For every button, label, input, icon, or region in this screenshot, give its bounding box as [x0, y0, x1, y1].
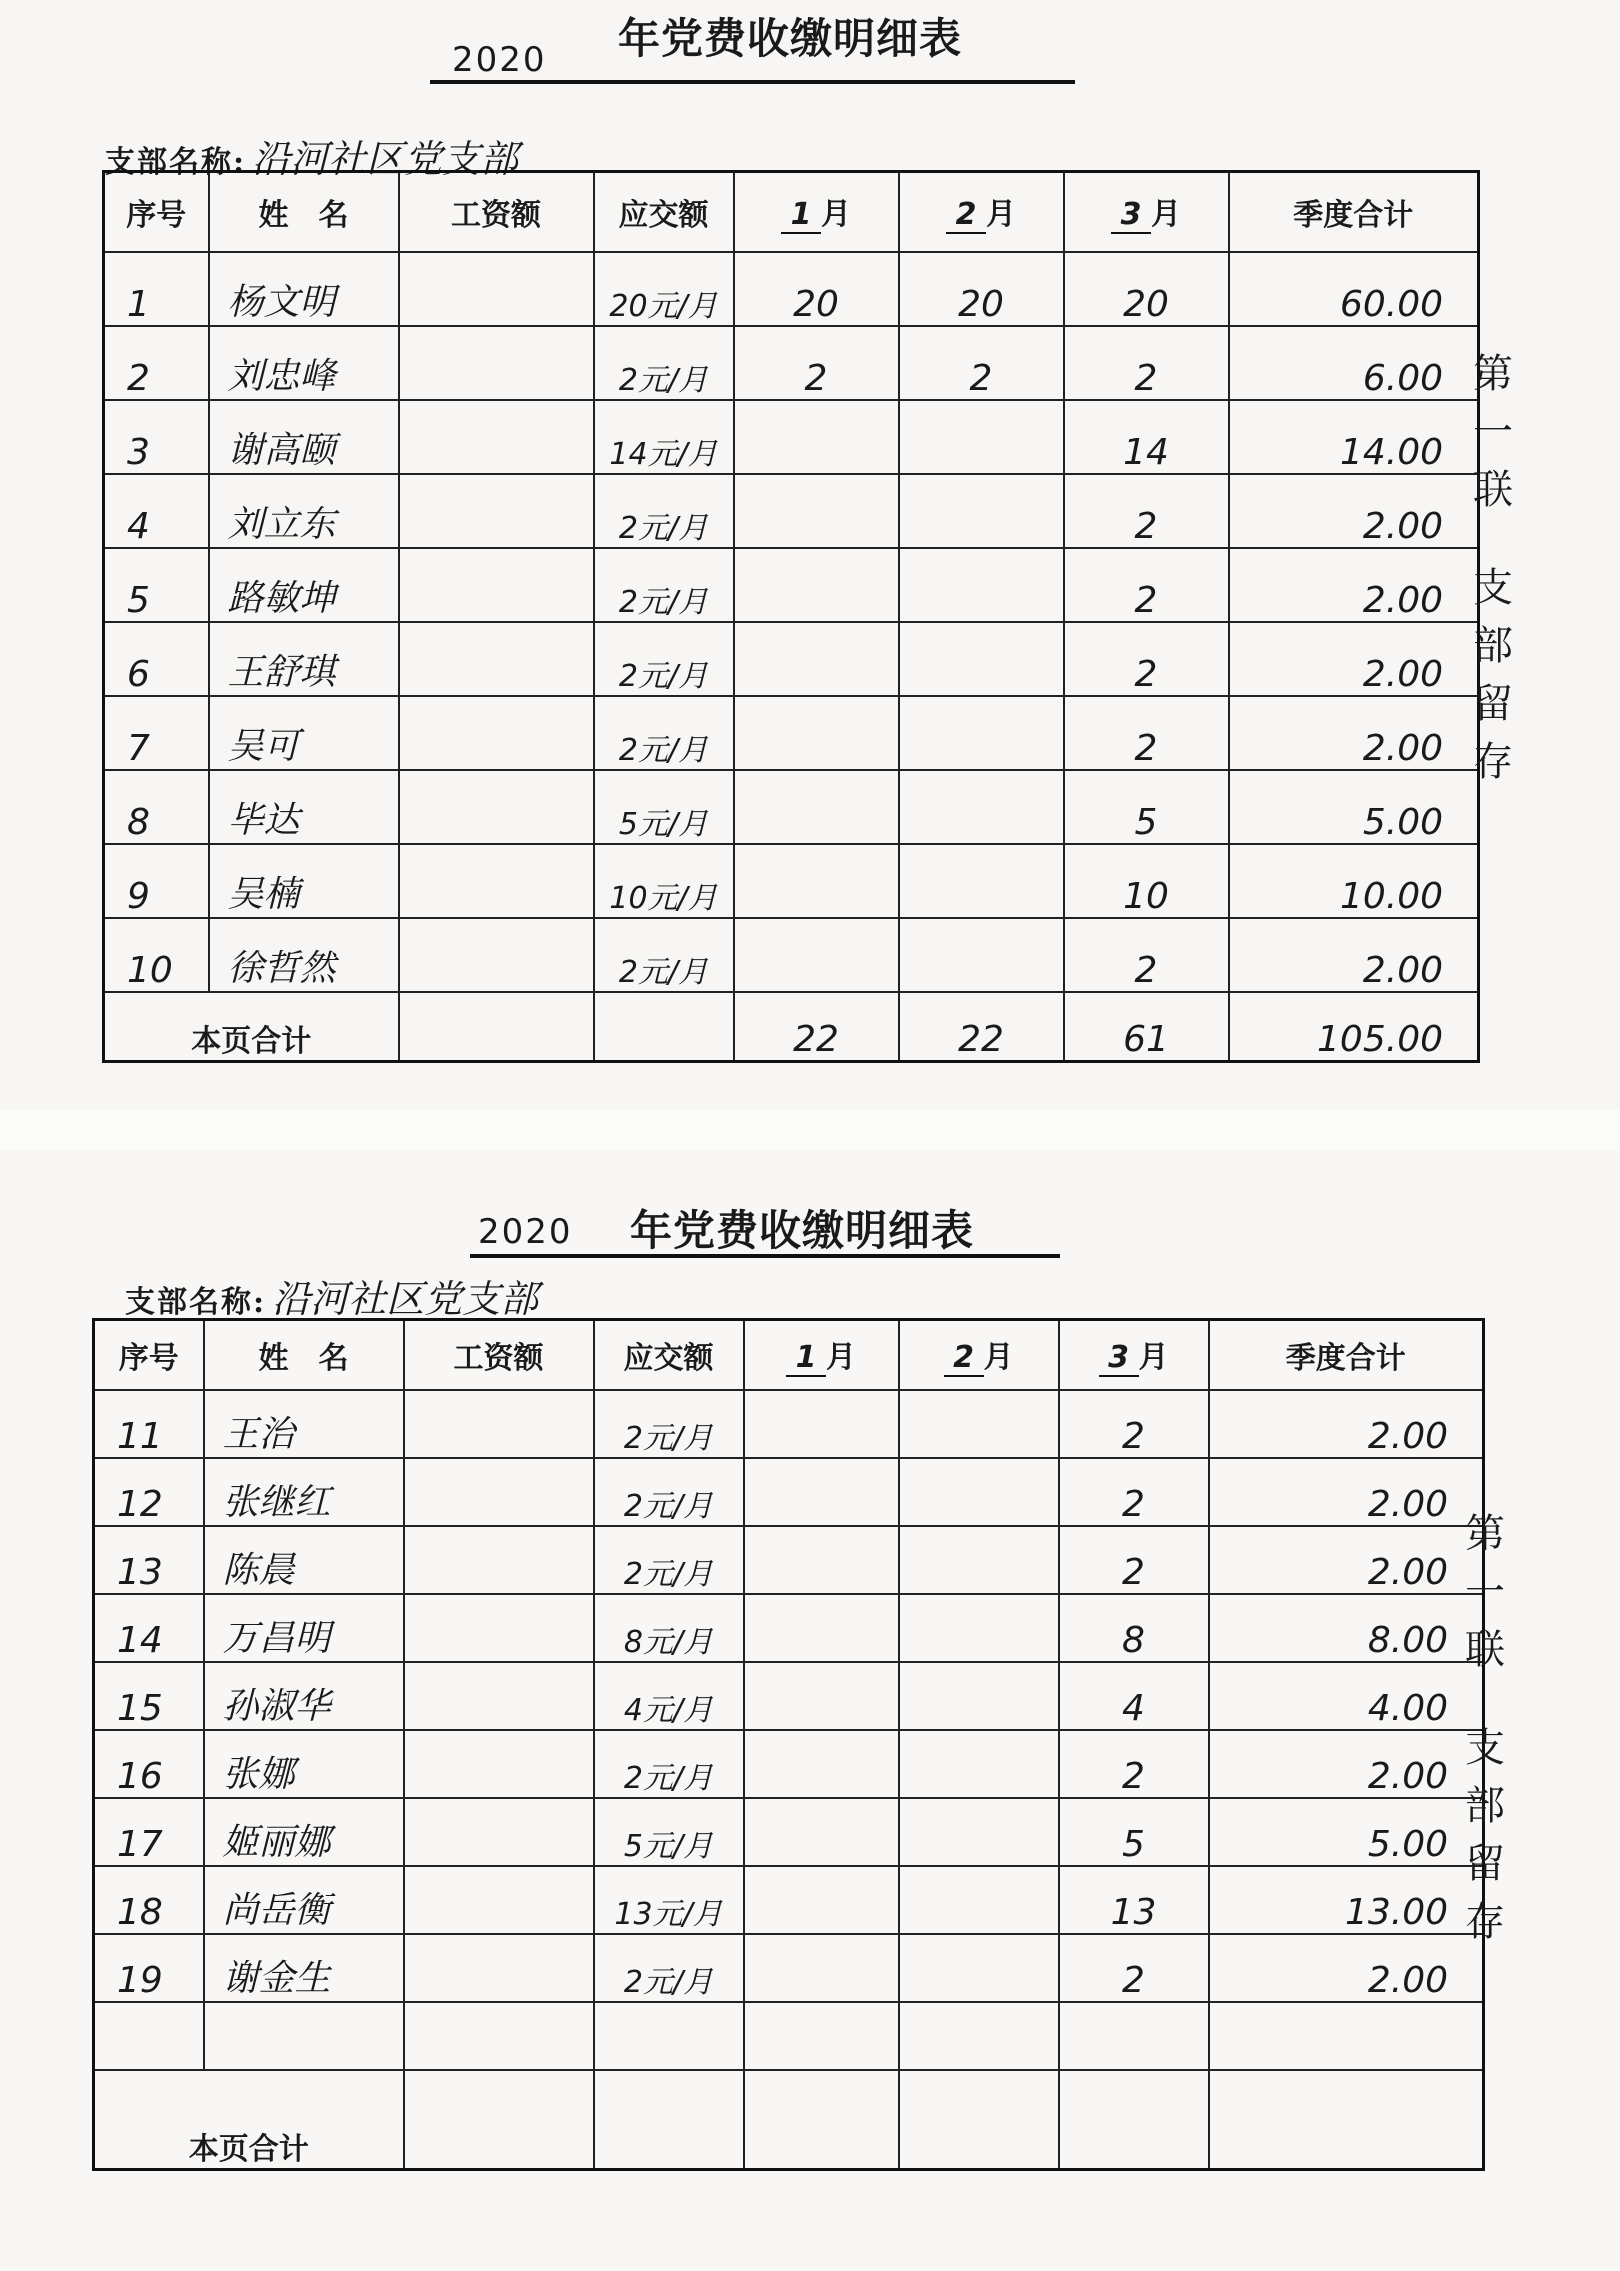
name-cell: 陈晨 — [204, 1526, 404, 1594]
salary-cell — [399, 696, 594, 770]
page-total-m2: 22 — [899, 992, 1064, 1062]
ledger-sheet-1 — [0, 0, 1620, 1110]
branch-name: 沿河社区党支部 — [252, 137, 519, 181]
salary-cell — [404, 1594, 594, 1662]
page-total-row — [94, 2070, 1484, 2170]
salary-cell — [404, 1526, 594, 1594]
branch-line — [125, 1268, 538, 1323]
seq-cell: 11 — [94, 1390, 204, 1458]
month-3-cell: 2 — [1059, 1458, 1209, 1526]
month-3-cell: 2 — [1059, 1526, 1209, 1594]
salary-cell — [404, 1866, 594, 1934]
month-2-cell — [899, 918, 1064, 992]
page-total-row — [104, 992, 1479, 1062]
salary-cell — [404, 1934, 594, 2002]
month-1-cell — [744, 1934, 899, 2002]
col-due: 应交额 — [594, 1320, 744, 1390]
salary-cell — [399, 474, 594, 548]
month-1-cell — [744, 1526, 899, 1594]
name-cell: 吴可 — [209, 696, 399, 770]
name-cell: 刘立东 — [209, 474, 399, 548]
table-row — [94, 1458, 1484, 1526]
name-cell: 孙淑华 — [204, 1662, 404, 1730]
due-cell: 2元/月 — [594, 1458, 744, 1526]
table-row — [94, 1798, 1484, 1866]
page-total-due — [594, 992, 734, 1062]
seq-cell: 9 — [104, 844, 209, 918]
salary-cell — [399, 844, 594, 918]
seq-cell: 4 — [104, 474, 209, 548]
quarter-total-cell: 5.00 — [1229, 770, 1479, 844]
salary-cell — [399, 400, 594, 474]
due-cell: 2元/月 — [594, 696, 734, 770]
salary-cell — [399, 770, 594, 844]
quarter-total-cell: 6.00 — [1229, 326, 1479, 400]
month-3-cell: 8 — [1059, 1594, 1209, 1662]
month-2-cell — [899, 548, 1064, 622]
copy-note-1: 第 一 联 支 部 留 存 — [1473, 351, 1513, 785]
name-cell: 张继红 — [204, 1458, 404, 1526]
quarter-total-cell: 2.00 — [1209, 1730, 1484, 1798]
due-cell — [594, 2002, 744, 2070]
seq-cell: 16 — [94, 1730, 204, 1798]
quarter-total-cell: 60.00 — [1229, 252, 1479, 326]
month-2-cell — [899, 1798, 1059, 1866]
month-1-cell — [734, 844, 899, 918]
month-1-cell: 2 — [734, 326, 899, 400]
seq-cell: 3 — [104, 400, 209, 474]
seq-cell: 2 — [104, 326, 209, 400]
header-row — [94, 1320, 1484, 1390]
col-quarter-total: 季度合计 — [1209, 1320, 1484, 1390]
table-row — [94, 1662, 1484, 1730]
quarter-total-cell: 8.00 — [1209, 1594, 1484, 1662]
col-name: 姓 名 — [209, 172, 399, 252]
quarter-total-cell: 2.00 — [1209, 1458, 1484, 1526]
name-cell: 吴楠 — [209, 844, 399, 918]
col-seq: 序号 — [104, 172, 209, 252]
table-row — [94, 2002, 1484, 2070]
page-total-m3 — [1059, 2070, 1209, 2170]
salary-cell — [404, 1662, 594, 1730]
quarter-total-cell: 5.00 — [1209, 1798, 1484, 1866]
quarter-total-cell: 2.00 — [1229, 622, 1479, 696]
col-month-2: 2 月 — [899, 172, 1064, 252]
month-1-cell — [744, 1866, 899, 1934]
salary-cell — [399, 622, 594, 696]
name-cell: 毕达 — [209, 770, 399, 844]
month-2-cell — [899, 1594, 1059, 1662]
table-row — [104, 252, 1479, 326]
page-total-m3: 61 — [1064, 992, 1229, 1062]
due-cell: 2元/月 — [594, 1526, 744, 1594]
branch-label: 支部名称: — [125, 1285, 267, 1320]
table-row — [94, 1526, 1484, 1594]
month-1-cell — [734, 548, 899, 622]
salary-cell — [399, 918, 594, 992]
month-1-cell — [744, 1458, 899, 1526]
month-2-cell — [899, 400, 1064, 474]
month-3-cell: 5 — [1059, 1798, 1209, 1866]
month-1-cell — [734, 400, 899, 474]
seq-cell: 19 — [94, 1934, 204, 2002]
branch-label: 支部名称: — [105, 145, 247, 180]
due-cell: 2元/月 — [594, 1934, 744, 2002]
col-month-2: 2 月 — [899, 1320, 1059, 1390]
month-2-cell — [899, 1934, 1059, 2002]
dues-table-1 — [102, 170, 1480, 1063]
salary-cell — [404, 1458, 594, 1526]
seq-cell: 6 — [104, 622, 209, 696]
name-cell: 张娜 — [204, 1730, 404, 1798]
month-3-cell: 14 — [1064, 400, 1229, 474]
quarter-total-cell: 14.00 — [1229, 400, 1479, 474]
due-cell: 5元/月 — [594, 1798, 744, 1866]
table-row — [104, 696, 1479, 770]
col-salary: 工资额 — [399, 172, 594, 252]
seq-cell: 5 — [104, 548, 209, 622]
month-3-cell: 13 — [1059, 1866, 1209, 1934]
month-1-cell — [744, 1798, 899, 1866]
month-3-cell: 20 — [1064, 252, 1229, 326]
month-3-cell: 4 — [1059, 1662, 1209, 1730]
due-cell: 4元/月 — [594, 1662, 744, 1730]
col-month-1: 1 月 — [744, 1320, 899, 1390]
month-3-cell: 2 — [1064, 326, 1229, 400]
month-2-cell — [899, 622, 1064, 696]
due-cell: 14元/月 — [594, 400, 734, 474]
due-cell: 2元/月 — [594, 474, 734, 548]
month-1-cell — [744, 1662, 899, 1730]
month-2-cell — [899, 1526, 1059, 1594]
seq-cell: 8 — [104, 770, 209, 844]
month-2-cell — [899, 1458, 1059, 1526]
month-2-cell: 20 — [899, 252, 1064, 326]
page-total-m2 — [899, 2070, 1059, 2170]
quarter-total-cell: 2.00 — [1229, 696, 1479, 770]
sheet-year: 2020 — [478, 1212, 573, 1252]
salary-cell — [404, 1390, 594, 1458]
quarter-total-cell: 2.00 — [1229, 918, 1479, 992]
page-total-m1 — [744, 2070, 899, 2170]
name-cell: 杨文明 — [209, 252, 399, 326]
sheet-title: 年党费收缴明细表 — [618, 14, 963, 63]
month-2-cell: 2 — [899, 326, 1064, 400]
name-cell: 谢高颐 — [209, 400, 399, 474]
table-row — [104, 622, 1479, 696]
month-1-cell — [734, 474, 899, 548]
seq-cell: 17 — [94, 1798, 204, 1866]
sheet-year: 2020 — [452, 40, 547, 80]
page-gap — [0, 1110, 1620, 1150]
table-row — [104, 770, 1479, 844]
quarter-total-cell: 2.00 — [1209, 1526, 1484, 1594]
due-cell: 2元/月 — [594, 918, 734, 992]
table-row — [104, 326, 1479, 400]
month-2-cell — [899, 474, 1064, 548]
name-cell — [204, 2002, 404, 2070]
page-total-quarter — [1209, 2070, 1484, 2170]
due-cell: 2元/月 — [594, 1390, 744, 1458]
due-cell: 20元/月 — [594, 252, 734, 326]
table-row — [104, 844, 1479, 918]
due-cell: 10元/月 — [594, 844, 734, 918]
month-1-cell — [744, 1390, 899, 1458]
salary-cell — [399, 252, 594, 326]
page-total-label: 本页合计 — [104, 992, 399, 1062]
due-cell: 8元/月 — [594, 1594, 744, 1662]
due-cell: 2元/月 — [594, 1730, 744, 1798]
month-1-cell — [744, 1730, 899, 1798]
month-3-cell: 2 — [1059, 1934, 1209, 2002]
salary-cell — [404, 2002, 594, 2070]
due-cell: 2元/月 — [594, 622, 734, 696]
page-total-salary — [399, 992, 594, 1062]
month-2-cell — [899, 2002, 1059, 2070]
table-row — [94, 1934, 1484, 2002]
title-underline — [430, 80, 1075, 84]
month-3-cell: 2 — [1064, 696, 1229, 770]
month-1-cell — [744, 1594, 899, 1662]
sheet-title: 年党费收缴明细表 — [630, 1206, 975, 1255]
page-total-quarter: 105.00 — [1229, 992, 1479, 1062]
seq-cell: 10 — [104, 918, 209, 992]
branch-name: 沿河社区党支部 — [272, 1277, 539, 1321]
month-1-cell — [734, 622, 899, 696]
month-1-cell — [734, 770, 899, 844]
quarter-total-cell — [1209, 2002, 1484, 2070]
salary-cell — [404, 1730, 594, 1798]
salary-cell — [399, 326, 594, 400]
month-3-cell: 5 — [1064, 770, 1229, 844]
name-cell: 姬丽娜 — [204, 1798, 404, 1866]
quarter-total-cell: 4.00 — [1209, 1662, 1484, 1730]
title-underline — [470, 1254, 1060, 1258]
table-row — [94, 1866, 1484, 1934]
due-cell: 2元/月 — [594, 326, 734, 400]
col-salary: 工资额 — [404, 1320, 594, 1390]
quarter-total-cell: 2.00 — [1229, 474, 1479, 548]
header-row — [104, 172, 1479, 252]
month-3-cell — [1059, 2002, 1209, 2070]
salary-cell — [404, 1798, 594, 1866]
seq-cell: 1 — [104, 252, 209, 326]
month-3-cell: 2 — [1064, 918, 1229, 992]
quarter-total-cell: 2.00 — [1209, 1390, 1484, 1458]
name-cell: 路敏坤 — [209, 548, 399, 622]
table-row — [104, 400, 1479, 474]
page-total-label: 本页合计 — [94, 2070, 404, 2170]
col-quarter-total: 季度合计 — [1229, 172, 1479, 252]
month-2-cell — [899, 1662, 1059, 1730]
seq-cell: 7 — [104, 696, 209, 770]
quarter-total-cell: 10.00 — [1229, 844, 1479, 918]
table-row — [104, 548, 1479, 622]
page-total-m1: 22 — [734, 992, 899, 1062]
seq-cell: 14 — [94, 1594, 204, 1662]
seq-cell — [94, 2002, 204, 2070]
col-due: 应交额 — [594, 172, 734, 252]
month-3-cell: 10 — [1064, 844, 1229, 918]
col-month-1: 1 月 — [734, 172, 899, 252]
table-row — [94, 1594, 1484, 1662]
month-1-cell — [734, 918, 899, 992]
due-cell: 5元/月 — [594, 770, 734, 844]
month-3-cell: 2 — [1059, 1390, 1209, 1458]
month-3-cell: 2 — [1064, 548, 1229, 622]
month-1-cell — [734, 696, 899, 770]
table-row — [104, 918, 1479, 992]
month-1-cell: 20 — [734, 252, 899, 326]
dues-table-2 — [92, 1318, 1485, 2171]
seq-cell: 18 — [94, 1866, 204, 1934]
ledger-sheet-2 — [0, 1150, 1620, 2271]
month-2-cell — [899, 1390, 1059, 1458]
salary-cell — [399, 548, 594, 622]
name-cell: 尚岳衡 — [204, 1866, 404, 1934]
copy-note-2: 第 一 联 支 部 留 存 — [1465, 1511, 1505, 1945]
quarter-total-cell: 2.00 — [1209, 1934, 1484, 2002]
month-2-cell — [899, 696, 1064, 770]
month-1-cell — [744, 2002, 899, 2070]
page-total-due — [594, 2070, 744, 2170]
name-cell: 刘忠峰 — [209, 326, 399, 400]
name-cell: 王舒琪 — [209, 622, 399, 696]
quarter-total-cell: 2.00 — [1229, 548, 1479, 622]
month-3-cell: 2 — [1064, 622, 1229, 696]
col-month-3: 3 月 — [1064, 172, 1229, 252]
page-total-salary — [404, 2070, 594, 2170]
month-2-cell — [899, 1730, 1059, 1798]
col-name: 姓 名 — [204, 1320, 404, 1390]
seq-cell: 13 — [94, 1526, 204, 1594]
month-3-cell: 2 — [1059, 1730, 1209, 1798]
due-cell: 13元/月 — [594, 1866, 744, 1934]
seq-cell: 12 — [94, 1458, 204, 1526]
table-row — [94, 1730, 1484, 1798]
month-3-cell: 2 — [1064, 474, 1229, 548]
name-cell: 王治 — [204, 1390, 404, 1458]
name-cell: 谢金生 — [204, 1934, 404, 2002]
col-seq: 序号 — [94, 1320, 204, 1390]
name-cell: 徐哲然 — [209, 918, 399, 992]
month-2-cell — [899, 1866, 1059, 1934]
table-row — [104, 474, 1479, 548]
quarter-total-cell: 13.00 — [1209, 1866, 1484, 1934]
table-row — [94, 1390, 1484, 1458]
col-month-3: 3 月 — [1059, 1320, 1209, 1390]
month-2-cell — [899, 844, 1064, 918]
month-2-cell — [899, 770, 1064, 844]
due-cell: 2元/月 — [594, 548, 734, 622]
seq-cell: 15 — [94, 1662, 204, 1730]
name-cell: 万昌明 — [204, 1594, 404, 1662]
